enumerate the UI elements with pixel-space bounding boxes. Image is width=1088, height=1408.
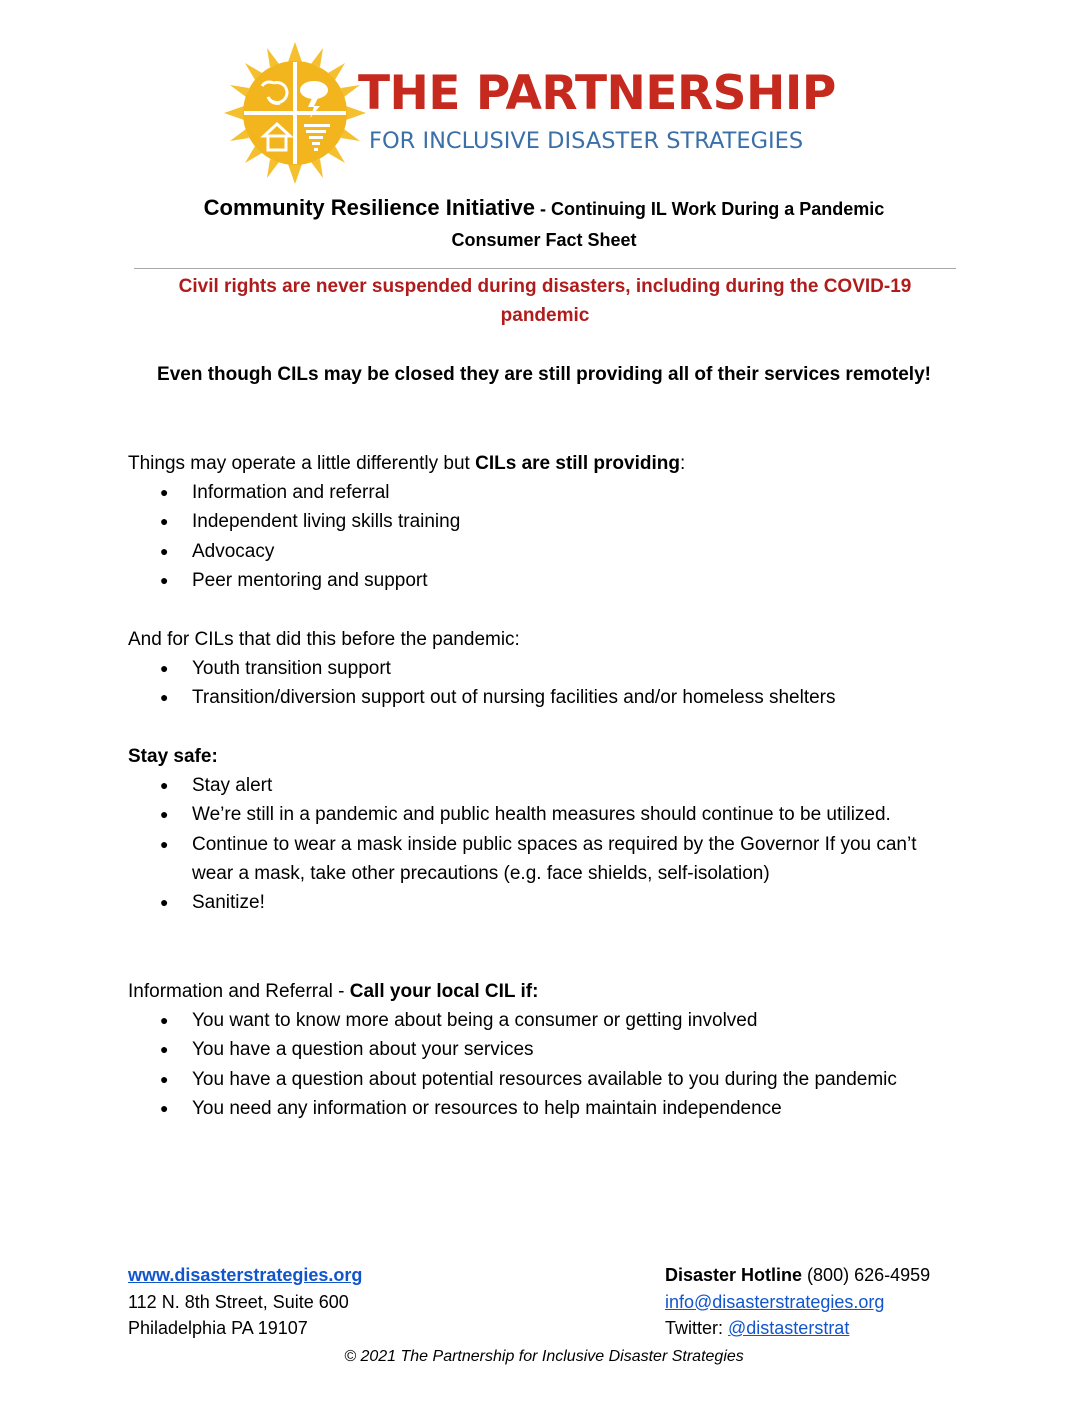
list-item: ● Stay alert	[128, 771, 958, 800]
section2-intro: And for CILs that did this before the pandemic:	[128, 629, 520, 650]
civil-rights-statement: Civil rights are never suspended during disasters, including during the COVID-19 pandemic	[178, 276, 912, 326]
list-item: ● We’re still in a pandemic and public health measures should continue to be utilized.	[128, 800, 958, 829]
list-item: ● Independent living skills training	[128, 507, 968, 536]
list-item: ● Youth transition support	[128, 654, 968, 683]
address-line2: Philadelphia PA 19107	[128, 1318, 308, 1338]
call-cil-list	[128, 1006, 928, 1123]
list-item: ● Peer mentoring and support	[128, 566, 968, 595]
list-item: ● Information and referral	[128, 478, 968, 507]
list-item: ● You want to know more about being a consumer or getting involved	[128, 1006, 928, 1035]
document-title	[0, 195, 1088, 221]
address-line1: 112 N. 8th Street, Suite 600	[128, 1291, 349, 1312]
logo	[222, 40, 872, 190]
list-item: ● You need any information or resources to help maintain independence	[128, 1094, 928, 1123]
twitter: Twitter: @distasterstrat	[665, 1318, 850, 1338]
twitter-link[interactable]: @distasterstrat	[728, 1318, 850, 1338]
logo-subtitle: FOR INCLUSIVE DISASTER STRATEGIES	[369, 128, 804, 154]
sun-logo-icon	[222, 40, 368, 186]
hotline: Disaster Hotline (800) 626-4959	[665, 1265, 931, 1285]
section1-intro: Things may operate a little differently but CILs are still providing:	[128, 453, 686, 474]
list-item: ● You have a question about potential resources available to you during the pandemic	[128, 1065, 928, 1094]
lead-statement: Even though CILs may be closed they are still providing all of their services remotely!	[157, 364, 931, 385]
section4-intro: Information and Referral - Call your local CIL if:	[128, 981, 539, 1002]
email-link[interactable]: info@disasterstrategies.org	[665, 1291, 885, 1312]
list-item: ● Advocacy	[128, 537, 968, 566]
pre-pandemic-services-list	[128, 654, 968, 713]
stay-safe-list	[128, 771, 958, 917]
title-main: Community Resilience Initiative	[203, 195, 535, 220]
horizontal-divider	[134, 268, 956, 269]
list-item: ● Sanitize!	[128, 888, 958, 917]
list-item: ● Continue to wear a mask inside public spaces as required by the Governor If you can’t wear a mask, take other precautions (e.g. face shields, self-isolation)	[128, 830, 958, 889]
title-sub: - Continuing IL Work During a Pandemic	[534, 199, 885, 219]
services-list	[128, 478, 968, 595]
website-link[interactable]: www.disasterstrategies.org	[128, 1265, 363, 1285]
copyright: © 2021 The Partnership for Inclusive Disaster Strategies	[344, 1348, 744, 1365]
footer-address	[128, 1262, 362, 1342]
list-item: ● You have a question about your services	[128, 1035, 928, 1064]
footer-contact	[665, 1262, 930, 1342]
document-subtitle: Consumer Fact Sheet	[451, 230, 637, 250]
stay-safe-heading: Stay safe:	[128, 746, 218, 767]
list-item: ● Transition/diversion support out of nursing facilities and/or homeless shelters	[128, 683, 968, 712]
logo-title: THE PARTNERSHIP	[358, 66, 836, 121]
